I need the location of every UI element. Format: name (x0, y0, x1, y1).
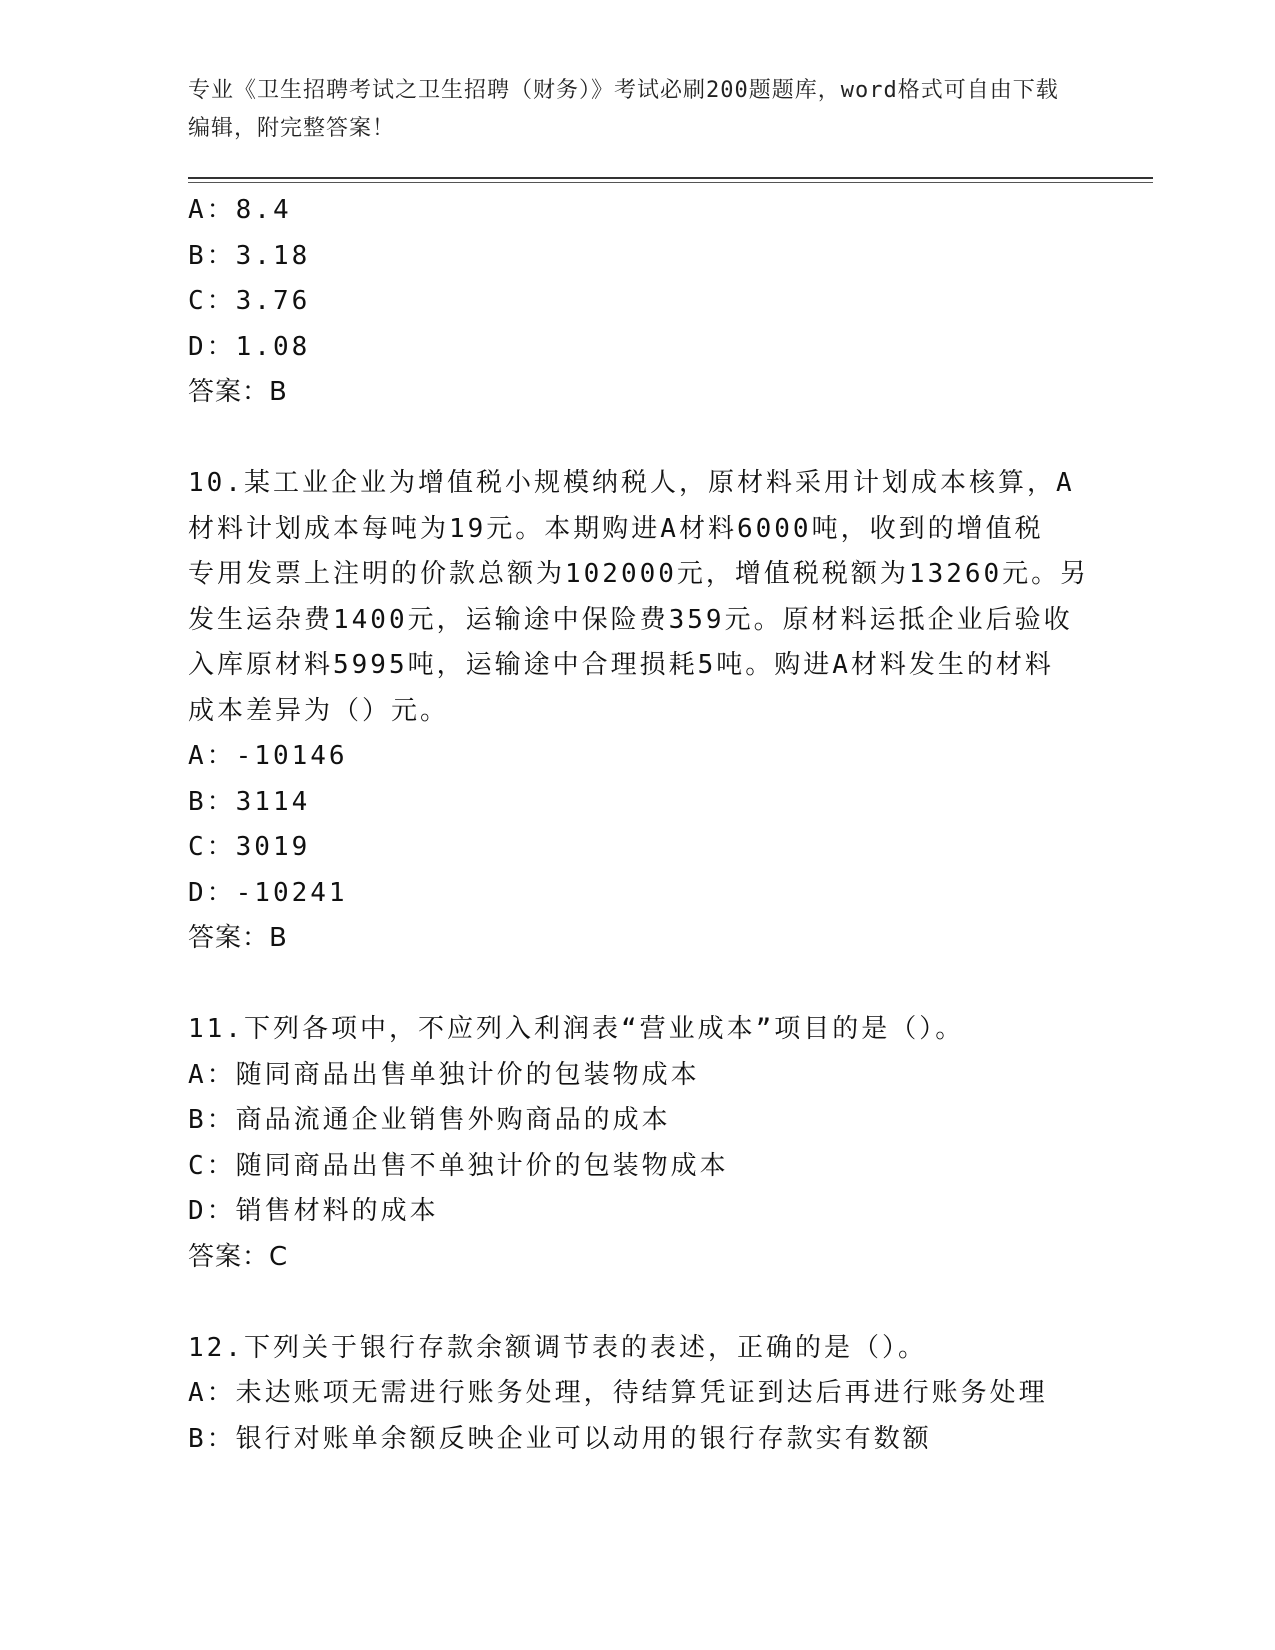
answer: 答案：B (188, 923, 288, 953)
option-a: A：-10146 (188, 741, 348, 771)
question-9 (188, 188, 1088, 416)
question-stem-line: 入库原材料5995吨，运输途中合理损耗5吨。购进A材料发生的材料 (188, 650, 1054, 680)
document-content (188, 188, 1088, 1462)
header-rule-thick (188, 177, 1153, 179)
option-c: C：3.76 (188, 286, 311, 316)
option-d: D：1.08 (188, 331, 311, 362)
document-header: 专业《卫生招聘考试之卫生招聘（财务）》考试必刷200题题库，word格式可自由下载编辑，附完整答案！ (188, 78, 1059, 141)
option-c: C：3019 (188, 832, 311, 862)
spacer (188, 416, 1088, 462)
question-stem-line: 发生运杂费1400元，运输途中保险费359元。原材料运抵企业后验收 (188, 604, 1073, 635)
option-d: D：销售材料的成本 (188, 1196, 439, 1226)
option-b: B：商品流通企业销售外购商品的成本 (188, 1105, 671, 1135)
spacer (188, 1280, 1088, 1326)
question-stem-line: 材料计划成本每吨为19元。本期购进A材料6000吨，收到的增值税 (188, 513, 1044, 544)
question-stem-line: 成本差异为（）元。 (188, 695, 450, 726)
question-stem: 11.下列各项中，不应列入利润表“营业成本”项目的是（）。 (188, 1014, 965, 1044)
option-b: B：3114 (188, 786, 311, 817)
option-a: A：8.4 (188, 195, 292, 225)
option-c: C：随同商品出售不单独计价的包装物成本 (188, 1150, 729, 1181)
spacer (188, 962, 1088, 1008)
question-12 (188, 1326, 1088, 1463)
option-a: A：随同商品出售单独计价的包装物成本 (188, 1059, 700, 1090)
option-b: B：3.18 (188, 240, 311, 271)
answer: 答案：C (188, 1241, 289, 1272)
header-rule-thin (188, 182, 1153, 183)
answer: 答案：B (188, 377, 288, 407)
option-d: D：-10241 (188, 877, 348, 908)
question-stem-line: 10.某工业企业为增值税小规模纳税人，原材料采用计划成本核算，A (188, 468, 1075, 498)
question-stem: 12.下列关于银行存款余额调节表的表述，正确的是（）。 (188, 1332, 927, 1363)
question-stem-line: 专用发票上注明的价款总额为102000元，增值税税额为13260元。另 (188, 559, 1090, 589)
option-a: A：未达账项无需进行账务处理，待结算凭证到达后再进行账务处理 (188, 1378, 1048, 1408)
option-b: B：银行对账单余额反映企业可以动用的银行存款实有数额 (188, 1423, 932, 1454)
question-10 (188, 461, 1088, 962)
question-11 (188, 1007, 1088, 1280)
